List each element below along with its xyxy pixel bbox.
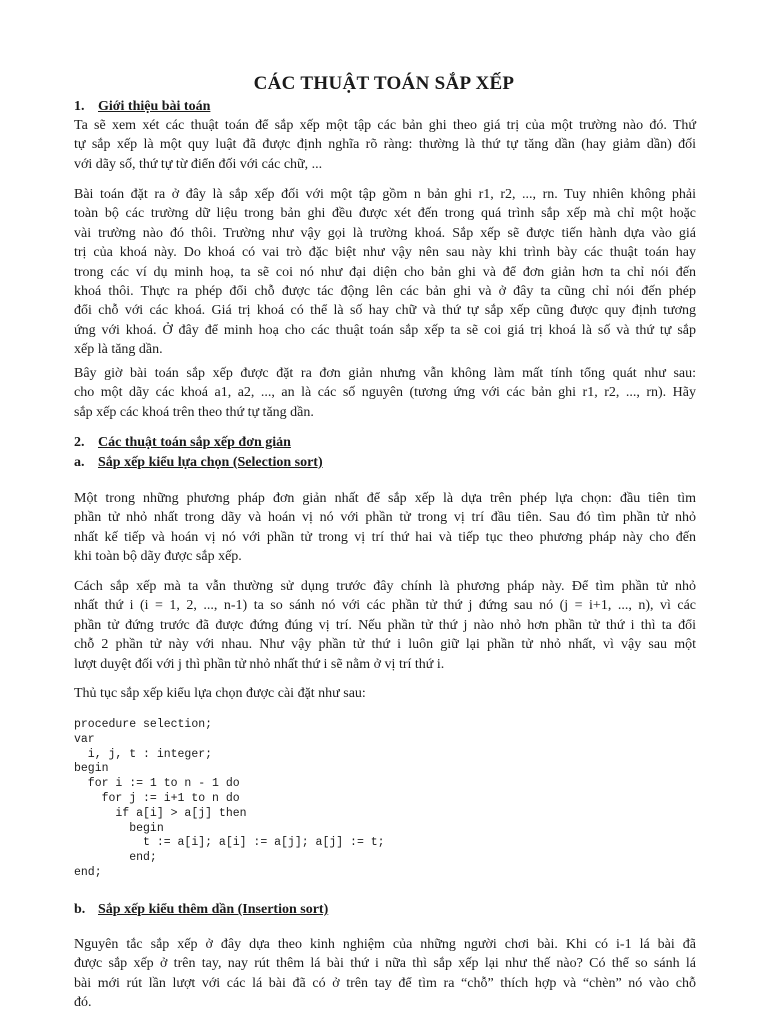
text-line: Bài toán đặt ra ở đây là sắp xếp đối với một tập gồm n bản ghi r1, r2, ..., rn. Tuy nhiên không phải [74, 187, 696, 202]
text-line: đó. [74, 995, 92, 1011]
text-line: Cách sắp xếp mà ta vẫn thường sử dụng trước đây chính là phương pháp này. Để tìm phần tử nhỏ [74, 579, 696, 594]
section-1-paragraph-2 [74, 185, 696, 360]
text-line: khoá thôi. Thực ra phép đổi chỗ được tác động lên các bản ghi và ở đây ta cũng chỉ nói đến phép [74, 284, 696, 300]
document-title: CÁC THUẬT TOÁN SẮP XẾP [253, 73, 515, 94]
text-line: tự sắp xếp là một quy luật đã được định nghĩa rõ ràng: thường là thứ tự tăng dần (hay giảm dần) đối [74, 137, 696, 153]
subsection-a-heading [74, 455, 323, 471]
section-2-heading [74, 435, 291, 451]
selection-sort-code-block: procedure selection; var i, j, t : integer; begin for i := 1 to n - 1 do for j := i+1 to n do if a[i] > a[j] then begin t := a[i]; a[i] := a[j]; a[j] := t; end; end; [74, 718, 385, 879]
text-line: xếp là tăng dần. [74, 342, 163, 358]
selection-sort-intro-code [74, 684, 696, 703]
subsection-b-letter: b. [74, 902, 86, 917]
section-1-title: Giới thiệu bài toán [98, 99, 211, 114]
text-line: ứng với khoá. Ở đây để minh hoạ cho các thuật toán sắp xếp ta sẽ coi giá trị khoá là số và thứ tự sắp [74, 322, 696, 338]
text-line: phần tử nhỏ nhất trong dãy và hoán vị nó với phần tử trong vị trí đầu tiên. Sau đó tìm phần tử nhỏ [74, 510, 696, 526]
text-line: đổi chỗ với các khoá. Giá trị khoá có thể là số hay chữ và thứ tự sắp xếp cũng được quy định tương [74, 303, 696, 319]
section-1-heading [74, 99, 210, 115]
subsection-b-heading [74, 902, 328, 918]
section-1-paragraph-1 [74, 116, 696, 174]
text-line: nhất kế tiếp và hoán vị nó với phần tử trong vị trí thứ hai và tiếp tục theo phương pháp này cho đến [74, 529, 696, 545]
text-line: trị của khoá này. Do khoá có vai trò đặc biệt như vậy nên sau này khi trình bày các thuật toán hay [74, 245, 696, 261]
text-line: Bây giờ bài toán sắp xếp được đặt ra đơn giản nhưng vẫn không làm mất tính tổng quát như sau: [74, 366, 696, 381]
section-1-number: 1. [74, 99, 85, 114]
selection-sort-paragraph-2 [74, 577, 696, 674]
text-line: khi toàn bộ dãy được sắp xếp. [74, 549, 242, 565]
subsection-a-letter: a. [74, 455, 85, 470]
selection-sort-paragraph-1 [74, 489, 696, 567]
section-2-number: 2. [74, 435, 85, 450]
text-line: nhất thứ i (i = 1, 2, ..., n-1) ta so sánh nó với các phần tử thứ j đứng sau nó (j = i+1, ..., n), vì các [74, 598, 696, 614]
subsection-b-title: Sắp xếp kiểu thêm dần (Insertion sort) [98, 902, 329, 917]
subsection-a-title: Sắp xếp kiểu lựa chọn (Selection sort) [98, 455, 323, 470]
text-line: Nguyên tắc sắp xếp ở đây dựa theo kinh nghiệm của những người chơi bài. Khi có i-1 lá bài đã [74, 937, 696, 952]
text-line: vài trường nào đó thôi. Trường như vậy gọi là trường khoá. Sắp xếp sẽ được tiến hành dựa vào giá [74, 225, 696, 241]
text-line: lượt duyệt đối với j thì phần tử nhỏ nhất thứ i sẽ nằm ở vị trí thứ i. [74, 656, 445, 672]
text-line: chỗ 2 phần tử này với nhau. Như vậy phần tử thứ i luôn giữ lại phần tử nhỏ nhất, vì vậy sau một [74, 637, 696, 653]
section-2-title: Các thuật toán sắp xếp đơn giản [98, 435, 291, 450]
section-1-paragraph-3 [74, 364, 696, 422]
text-line: sắp xếp các khoá trên theo thứ tự tăng dần. [74, 404, 314, 420]
text-line: toàn bộ các trường dữ liệu trong bản ghi đều được xét đến trong quá trình sắp xếp mà chỉ một hoặc [74, 206, 696, 222]
text-line: Một trong những phương pháp đơn giản nhất để sắp xếp là dựa trên phép lựa chọn: đầu tiên tìm [74, 491, 696, 506]
text-line: bài mới rút lần lượt với các lá bài đã có ở trên tay để tìm ra “chỗ” thích hợp và “chèn” nó vào chỗ [74, 975, 696, 991]
text-line: trong các ví dụ minh hoạ, ta sẽ coi nó như đại diện cho bản ghi và để đơn giản hơn ta chỉ nói đến [74, 264, 696, 280]
text-line: với dãy số, thứ tự từ điển đối với các chữ, ... [74, 156, 323, 172]
text-line: được sắp xếp ở trên tay, nay rút thêm lá bài thứ i nữa thì sắp xếp lại như thế nào? Có thể so sánh lá [74, 956, 696, 972]
text-line: phần tử đứng trước đã được đứng đúng vị trí. Nếu phần tử thứ j nào nhỏ hơn phần tử thứ i thì ta đổi [74, 617, 696, 633]
text-line: Ta sẽ xem xét các thuật toán để sắp xếp một tập các bản ghi theo giá trị của một trường nào đó. Thứ [74, 118, 696, 133]
text-line: cho một dãy các khoá a1, a2, ..., an là các số nguyên (tương ứng với các bản ghi r1, r2, ..., rn). Hãy [74, 385, 696, 401]
insertion-sort-paragraph-1 [74, 935, 696, 1013]
text-line: Thủ tục sắp xếp kiểu lựa chọn được cài đặt như sau: [74, 686, 366, 701]
